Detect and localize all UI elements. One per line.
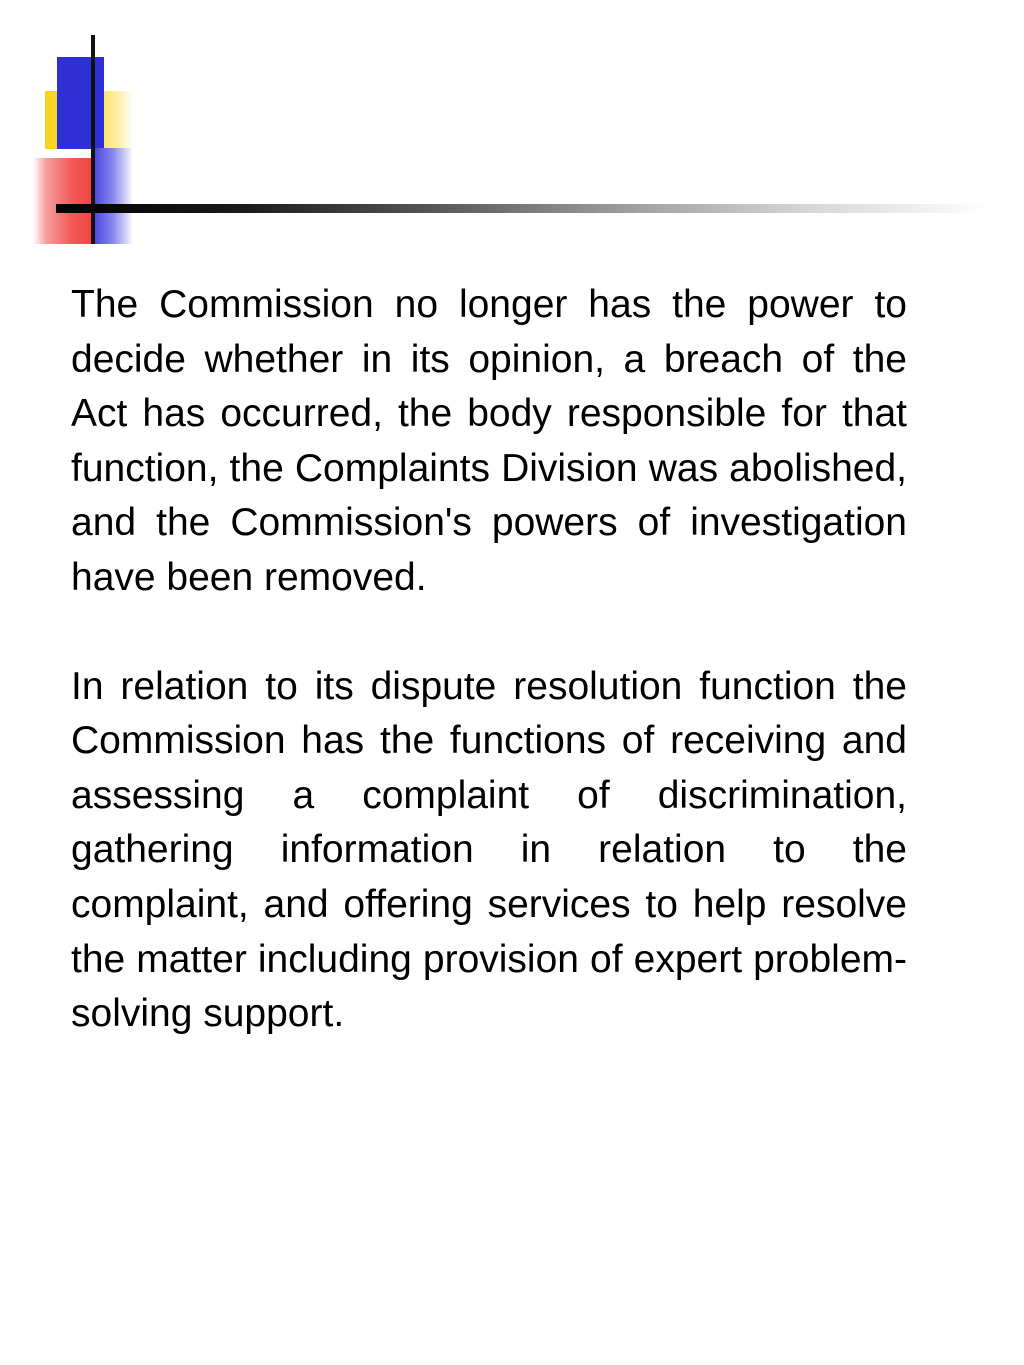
paragraph-commission-powers: The Commission no longer has the power to decide whether in its opinion, a breach of the Act has occurred, the body responsible for that function, the Complaints Division was abolished, and the Commission's powers of investigation have been removed.: [71, 283, 907, 599]
decorative-blue-block: [57, 57, 104, 149]
decorative-red-block: [33, 158, 96, 244]
slide-body: [71, 278, 907, 1042]
paragraph-dispute-resolution: In relation to its dispute resolution function the Commission has the functions of receiving and assessing a complaint of discrimination, gathering information in relation to the complaint, and offering services to help resolve the matter including provision of expert problem-solving support.: [71, 664, 907, 1036]
decorative-horizontal-rule: [56, 204, 986, 213]
decorative-blue-gradient-block: [93, 148, 133, 244]
